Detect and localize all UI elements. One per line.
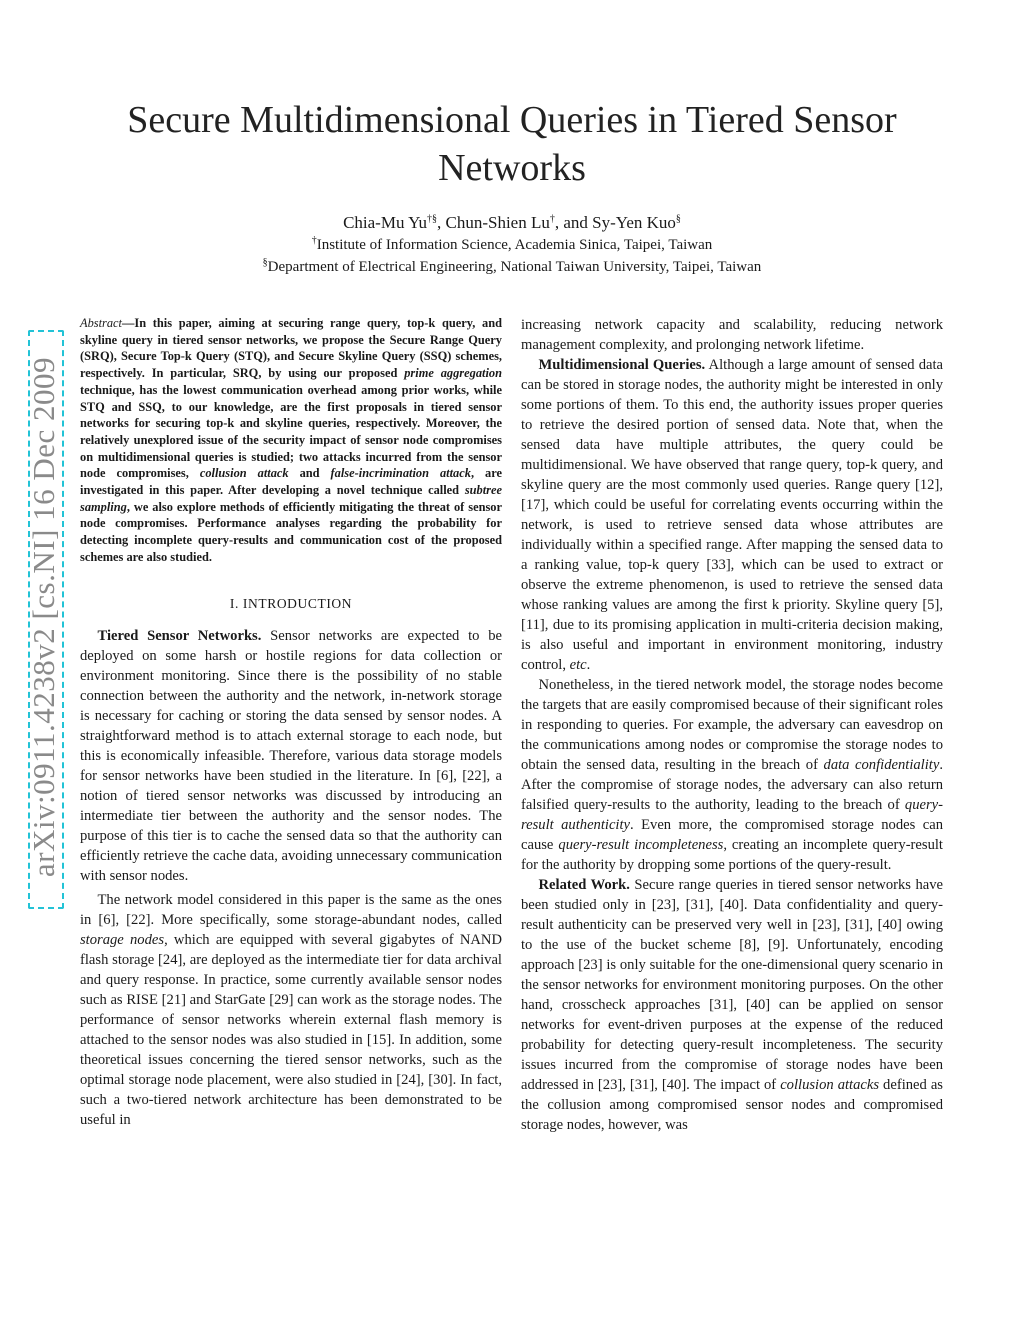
abstract-text: , are investigated in this paper. After developing a novel technique called: [80, 466, 502, 498]
right-column: [521, 315, 943, 1135]
arxiv-identifier: arXiv:0911.4238v2 [cs.NI] 16 Dec 2009: [26, 356, 61, 878]
paragraph-network-model: [80, 890, 502, 1130]
section-heading-introduction: I. INTRODUCTION: [229, 595, 353, 611]
paragraph-text: defined as the collusion among compromised sensor nodes and compromised storage nodes, however, was: [521, 1077, 943, 1133]
abstract-emphasis: subtree sampling: [80, 483, 502, 514]
affiliation-text: Department of Electrical Engineering, National Taiwan University, Taipei, Taiwan: [267, 259, 762, 275]
affiliation-mark: §: [262, 257, 268, 268]
paragraph-compromise: [521, 675, 943, 875]
run-in-heading: Related Work.: [538, 877, 630, 893]
abstract-dash: —: [122, 316, 135, 330]
abstract-emphasis: prime aggregation: [404, 366, 502, 381]
affiliation-mark: §: [675, 213, 681, 225]
paragraph-emphasis: collusion attacks: [780, 1077, 880, 1093]
abstract-emphasis: collusion attack: [199, 466, 289, 481]
abstract: [80, 315, 502, 566]
paragraph-text: . After the compromise of storage nodes, the adversary can also return falsified query-results to the authority, leading to the breach of: [521, 757, 943, 813]
paragraph-text: , which are equipped with several gigabytes of NAND flash storage [24], are deployed as the intermediate tier for data archival and query response. In practice, some currently available sensor nodes such as RISE [21] and StarGate [29] can work as the storage nodes. The performance of sensor networks wherein external flash memory is attached to the sensor nodes was also studied in [15]. In addition, some theoretical issues concerning the tiered sensor networks, such as the optimal storage node placement, were also studied in [24], [30]. In fact, such a two-tiered network architecture has been demonstrated to be useful in: [80, 931, 502, 1128]
affiliation-mark: †§: [426, 213, 437, 225]
paragraph-continuation: increasing network capacity and scalability, reducing network management complexity, and prolonging network lifetime.: [521, 317, 943, 353]
abstract-label: Abstract: [80, 316, 122, 330]
paragraph-emphasis: query-result incompleteness: [558, 837, 724, 853]
paragraph-emphasis: data confidentiality: [823, 757, 940, 773]
paragraph-text: . Even more, the compromised storage nodes can cause: [521, 817, 943, 853]
affiliation-mark: †: [549, 213, 555, 225]
abstract-emphasis: false-incrimination attack: [330, 466, 471, 481]
paragraph-text: Secure range queries in tiered sensor networks have been studied only in [23], [31], [40]. Data confidentiality and query-result authenticity can be preserved very well in [23], [31], [40] owing to the use of the bucket scheme [8], [9]. Unfortunately, encoding approach [23] is only suitable for the one-dimensional query scenario in the sensor networks for environment monitoring purposes. On the other hand, crosscheck approaches [31], [40] can be applied on sensor networks for event-driven purposes at the expense of the reduced probability for detecting query-result incompleteness. The security issues incurred from the compromise of storage nodes have been addressed in [23], [31], [40]. The impact of: [521, 877, 943, 1093]
author-name: Chia-Mu Yu: [343, 213, 427, 232]
paragraph-multidimensional-queries: [521, 355, 943, 675]
abstract-text: and: [288, 466, 331, 481]
paragraph-text: , creating an incomplete query-result for the authority by dropping some portions of the query-result.: [521, 837, 943, 873]
left-column: [80, 315, 502, 1130]
abstract-text: , we also explore methods of efficiently mitigating the threat of sensor node compromises. Performance analyses regarding the probability for detecting incomplete query-results and communication cost of the proposed schemes are also studied.: [80, 499, 502, 564]
run-in-heading: Multidimensional Queries.: [538, 357, 706, 373]
author-name: Chun-Shien Lu: [445, 213, 550, 232]
run-in-heading: Tiered Sensor Networks.: [97, 627, 262, 644]
affiliation-text: Institute of Information Science, Academia Sinica, Taipei, Taiwan: [316, 237, 713, 253]
abstract-text: In this paper, aiming at securing range query, top-k query, and skyline query in tiered sensor networks, we propose the Secure Range Query (SRQ), Secure Top-k Query (STQ), and Secure Skyline Query (SSQ) schemes, respectively. In particular, SRQ, by using our proposed: [80, 316, 502, 381]
paragraph-text: Sensor networks are expected to be deployed on some harsh or hostile regions for data collection or environment monitoring. Since there is the possibility of no stable connection between the authority and the network, in-network storage is necessary for caching or storing the data sensed by sensor nodes. A straightforward method is to attach external storage to each node, but this is economically infeasible. Therefore, various data storage models for sensor networks have been studied in the literature. In [6], [22], a notion of tiered sensor networks was discussed by introducing an intermediate tier between the authority and the sensor nodes. The purpose of this tier is to cache the sensed data so that the authority can efficiently retrieve the cache data, avoiding unnecessary communication with sensor nodes.: [80, 627, 502, 884]
author-separator: , and: [554, 213, 593, 232]
paragraph-text: Nonetheless, in the tiered network model, the storage nodes become the targets that are easily compromised because of their significant roles in responding to queries. For example, the adversary can eavesdrop on the communications among nodes or compromise the storage nodes to obtain the sensed data, resulting in the breach of: [521, 677, 943, 773]
affiliation-2: [60, 257, 964, 277]
author-name: Sy-Yen Kuo: [592, 213, 676, 232]
affiliation-mark: †: [311, 235, 317, 246]
paragraph-related-work: [521, 875, 943, 1135]
author-line: [60, 212, 964, 234]
paragraph-emphasis: etc: [569, 657, 587, 673]
abstract-text: technique, has the lowest communication overhead among prior works, while STQ and SSQ, to our knowledge, are the first proposals in tiered sensor networks for securing top-k and skyline queries, respectively. Moreover, the relatively unexplored issue of the security impact of sensor node compromises on multidimensional queries is studied; two attacks incurred from the sensor node compromises,: [80, 382, 502, 481]
paragraph-emphasis: storage nodes: [80, 931, 165, 948]
paragraph-emphasis: query-result authenticity: [521, 797, 943, 833]
author-separator: ,: [436, 213, 446, 232]
affiliation-1: [60, 235, 964, 255]
paragraph-text: Although a large amount of sensed data can be stored in storage nodes, the authority might be interested in only some portions of them. To this end, the authority issues proper queries to retrieve the desired portion of sensed data. Note that, when the sensed data have multiple attributes, the query could be multidimensional. We have observed that range query, top-k query, and skyline query are the most commonly used queries. Range query [12], [17], which could be useful for correlating events occurring within the network, is used to retrieve sensed data whose attributes are individually within a specified range. After mapping the sensed data to a ranking value, top-k query [33], which can be used to extract or observe the extreme phenomenon, is used to retrieve the sensed data whose ranking values are among the first k priority. Skyline query [5], [11], due to its promising application in multi-criteria decision making, is also useful and important in environment monitoring, industry control,: [521, 357, 943, 673]
paragraph-text: .: [586, 657, 591, 673]
paper-title: Secure Multidimensional Queries in Tiered Sensor Networks: [127, 99, 897, 189]
paragraph-tiered-sensor-networks: [80, 626, 502, 886]
paragraph-text: The network model considered in this paper is the same as the ones in [6], [22]. More specifically, some storage-abundant nodes, called: [80, 891, 502, 928]
